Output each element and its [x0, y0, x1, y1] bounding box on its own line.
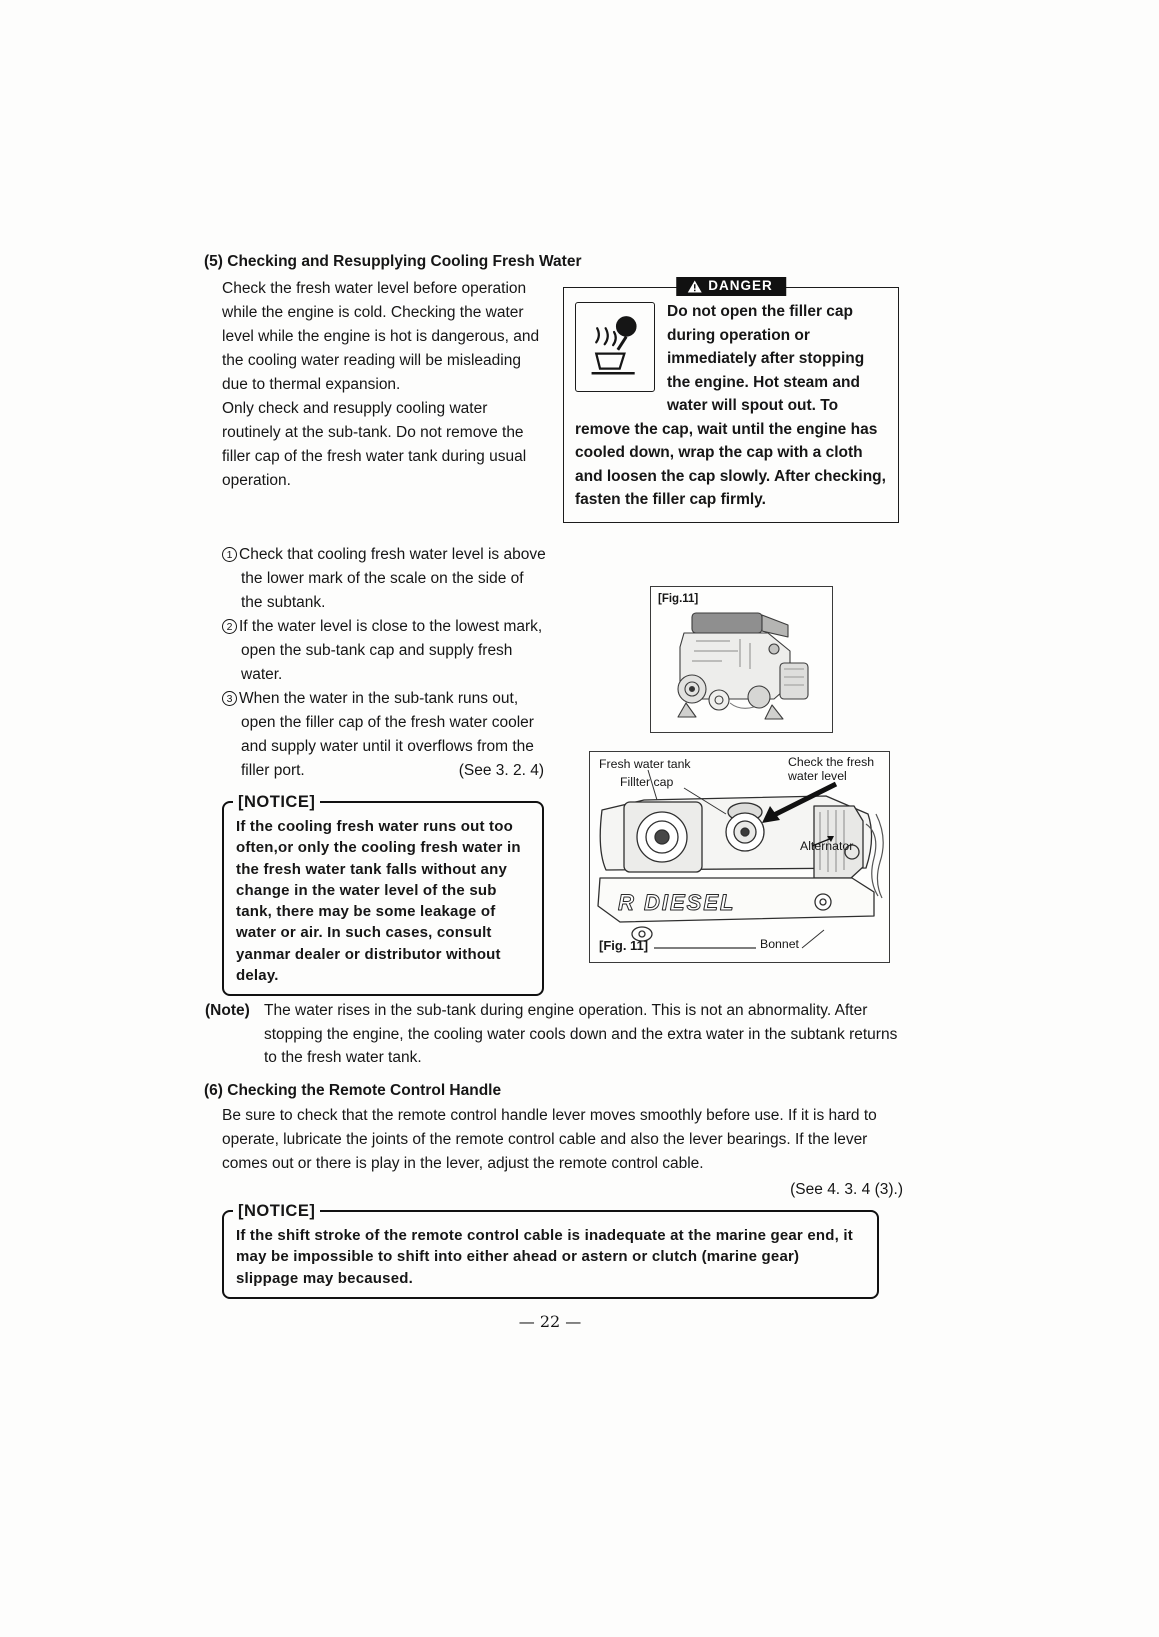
warning-icon — [687, 280, 702, 293]
step-text: Check that cooling fresh water level is above the lower mark of the scale on the side of the subtank. — [239, 546, 546, 611]
label-alternator: Alternator — [800, 839, 854, 853]
notice-title: [NOTICE] — [233, 790, 320, 814]
step-number: 2 — [222, 619, 237, 634]
notice-box — [222, 1202, 879, 1299]
notice-text: If the shift stroke of the remote control cable is inadequate at the marine gear end, it may be impossible to shift into either ahead or astern or clutch (marine gear) slippage may becaused. — [236, 1227, 853, 1287]
engine-illustration — [656, 607, 828, 737]
body-paragraph: Only check and resupply cooling water routinely at the sub-tank. Do not remove the filler cap of the fresh water tank during usual operation. — [222, 400, 527, 489]
notice-box — [222, 793, 544, 996]
body-paragraph: Check the fresh water level before operation while the engine is cold. Checking the water level while the engine is hot is dangerous, and the cooling water reading will be misleading due to thermal expansion. — [222, 280, 540, 393]
section-5-intro — [222, 277, 550, 493]
danger-text: Do not open the filler cap during operation or immediately after stopping the engine. Hot steam and water will spout out. To remove the cap, wait until the engine has cooled down, wrap the cap with a cloth and loosen the cap slowly. After checking, fasten the filler cap firmly. — [575, 303, 886, 508]
step-number: 1 — [222, 547, 237, 562]
step-number: 3 — [222, 691, 237, 706]
step-item — [222, 543, 546, 615]
cross-reference: (See 3. 2. 4) — [458, 762, 544, 779]
pictogram-frame — [575, 302, 655, 392]
figure-label: [Fig.11] — [658, 593, 699, 605]
danger-tab — [676, 277, 786, 296]
figure-caption: [Fig. 11] — [599, 937, 649, 953]
label-filler-cap: Fillter cap — [620, 775, 674, 789]
step-text: When the water in the sub-tank runs out, open the filler cap of the fresh water cooler and supply water until it overflows from the filler port. — [239, 690, 534, 779]
hot-steam-icon — [585, 312, 645, 382]
cross-reference: (See 4. 3. 4 (3).) — [790, 1181, 903, 1198]
step-item — [222, 615, 546, 687]
procedure-steps — [222, 543, 546, 783]
danger-label: DANGER — [708, 278, 773, 293]
section-6-paragraph: Be sure to check that the remote control handle lever moves smoothly before use. If it is hard to operate, lubricate the joints of the remote control cable and also the lever bearings. If the lever comes out or there is play in the lever, adjust the remote control cable. — [222, 1107, 877, 1172]
figure-box-top — [650, 586, 833, 733]
label-check-water-level: Check the fresh water level — [788, 755, 875, 783]
notice-text: If the cooling fresh water runs out too often,or only the cooling fresh water in the fresh water tank falls without any change in the water level of the sub tank, there may be some leakage of water or air. In such cases, consult yanmar dealer or distributor without delay. — [236, 818, 521, 985]
figure-box-bottom — [589, 751, 890, 963]
engine-logo-text: R DIESEL — [618, 890, 736, 915]
label-fresh-water-tank: Fresh water tank — [599, 757, 691, 771]
note-label: (Note) — [205, 1002, 250, 1019]
danger-box — [563, 278, 899, 523]
step-text: If the water level is close to the lowest mark, open the sub-tank cap and supply fresh water. — [239, 618, 543, 683]
label-bonnet: Bonnet — [760, 936, 799, 951]
page-number: — 22 — — [518, 1312, 582, 1331]
note-text: The water rises in the sub-tank during engine operation. This is not an abnormality. After stopping the engine, the cooling water cools down and the extra water in the subtank returns to the fresh water tank. — [264, 1002, 898, 1066]
section-5-heading: (5) Checking and Resupplying Cooling Fresh Water — [204, 253, 582, 270]
notice-title: [NOTICE] — [233, 1199, 320, 1223]
section-6-heading: (6) Checking the Remote Control Handle — [204, 1082, 502, 1099]
